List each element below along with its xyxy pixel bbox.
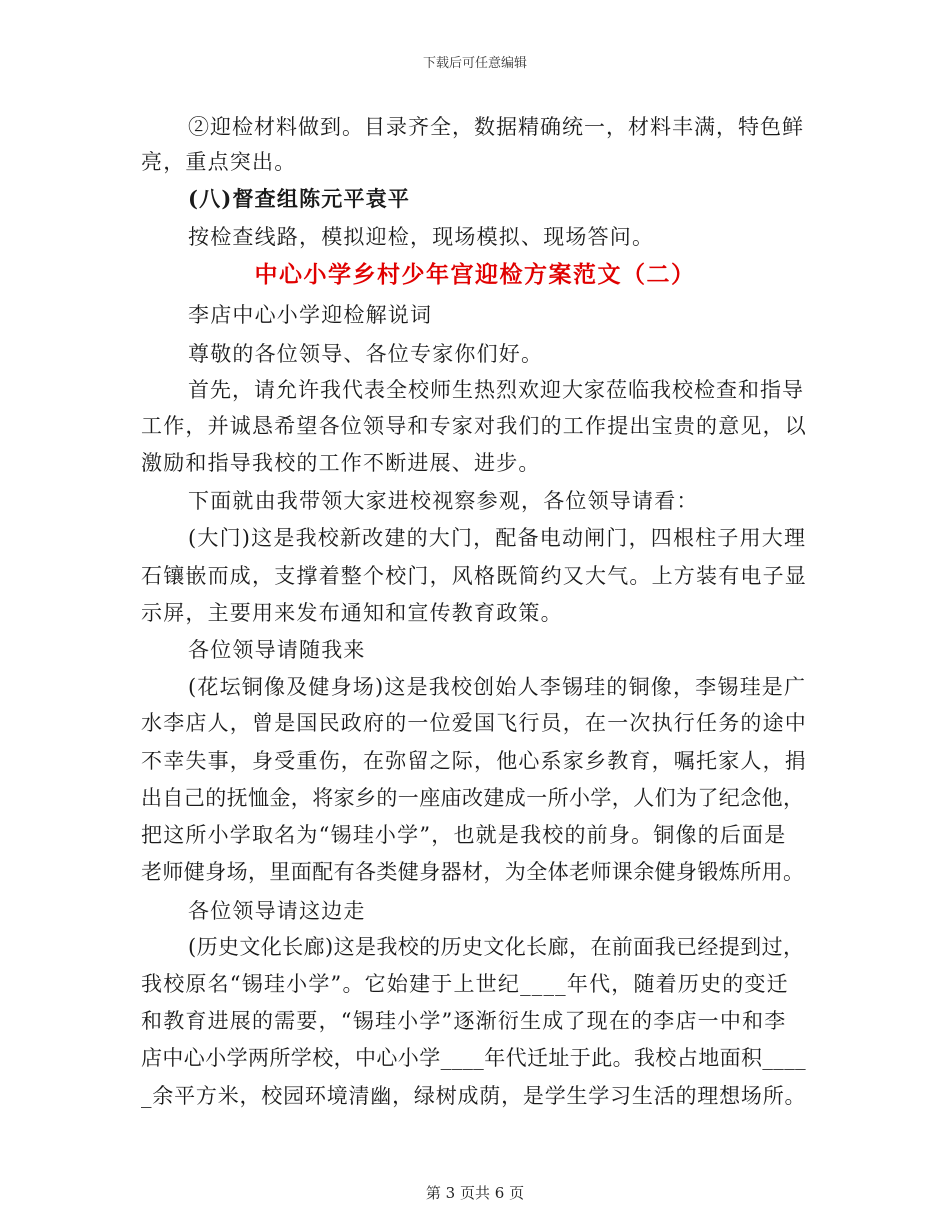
page-footer: 第 3 页共 6 页 (425, 1184, 525, 1202)
paragraph-line: 我校原名“锡珪小学”。它始建于上世纪____年代，随着历史的变迁 (141, 972, 789, 996)
paragraph-line: 把这所小学取名为“锡珪小学”，也就是我校的前身。铜像的后面是 (141, 823, 787, 847)
paragraph-line: 尊敬的各位领导、各位专家你们好。 (188, 342, 544, 366)
paragraph-line: 李店中心小学迎检解说词 (188, 303, 433, 327)
paragraph-line: (历史文化长廊)这是我校的历史文化长廊，在前面我已经提到过， (188, 935, 805, 959)
paragraph-line: 各位领导请这边走 (188, 899, 366, 923)
paragraph-line: 不幸失事，身受重伤，在弥留之际，他心系家乡教育，嘱托家人，捐 (141, 749, 807, 773)
paragraph-line: (花坛铜像及健身场)这是我校创始人李锡珪的铜像，李锡珪是广 (188, 675, 807, 699)
paragraph-line: 和教育进展的需要，“锡珪小学”逐渐衍生成了现在的李店一中和李 (141, 1009, 787, 1033)
section-heading: (八)督查组陈元平袁平 (188, 186, 411, 211)
paragraph-line: 老师健身场，里面配有各类健身器材，为全体老师课余健身锻炼所用。 (141, 860, 805, 884)
paragraph-line: 按检查线路，模拟迎检，现场模拟、现场答问。 (188, 225, 655, 249)
paragraph-line: 示屏，主要用来发布通知和宣传教育政策。 (141, 601, 563, 625)
paragraph-line: (大门)这是我校新改建的大门，配备电动闸门，四根柱子用大理 (188, 526, 807, 550)
paragraph-line: 出自己的抚恤金，将家乡的一座庙改建成一所小学，人们为了纪念他， (141, 786, 805, 810)
paragraph-line: _余平方米，校园环境清幽，绿树成荫，是学生学习生活的理想场所。 (141, 1084, 807, 1108)
paragraph-line: 各位领导请随我来 (188, 638, 366, 662)
paragraph-line: 水李店人，曾是国民政府的一位爱国飞行员，在一次执行任务的途中 (141, 711, 807, 735)
paragraph-line: 石镶嵌而成，支撑着整个校门，风格既简约又大气。上方装有电子显 (141, 564, 807, 588)
paragraph-line: 首先，请允许我代表全校师生热烈欢迎大家莅临我校检查和指导 (188, 378, 804, 402)
document-title: 中心小学乡村少年宫迎检方案范文（二） (254, 261, 696, 288)
paragraph-line: 下面就由我带领大家进校视察参观，各位领导请看： (188, 489, 699, 513)
paragraph-line: ②迎检材料做到。目录齐全，数据精确统一，材料丰满，特色鲜 (188, 115, 804, 139)
paragraph-line: 工作，并诚恳希望各位领导和专家对我们的工作提出宝贵的意见，以 (141, 414, 807, 438)
paragraph-line: 亮，重点突出。 (141, 150, 297, 174)
paragraph-line: 店中心小学两所学校，中心小学____年代迁址于此。我校占地面积____ (141, 1046, 806, 1070)
page-header: 下载后可任意编辑 (422, 56, 527, 71)
paragraph-line: 激励和指导我校的工作不断进展、进步。 (141, 451, 541, 475)
